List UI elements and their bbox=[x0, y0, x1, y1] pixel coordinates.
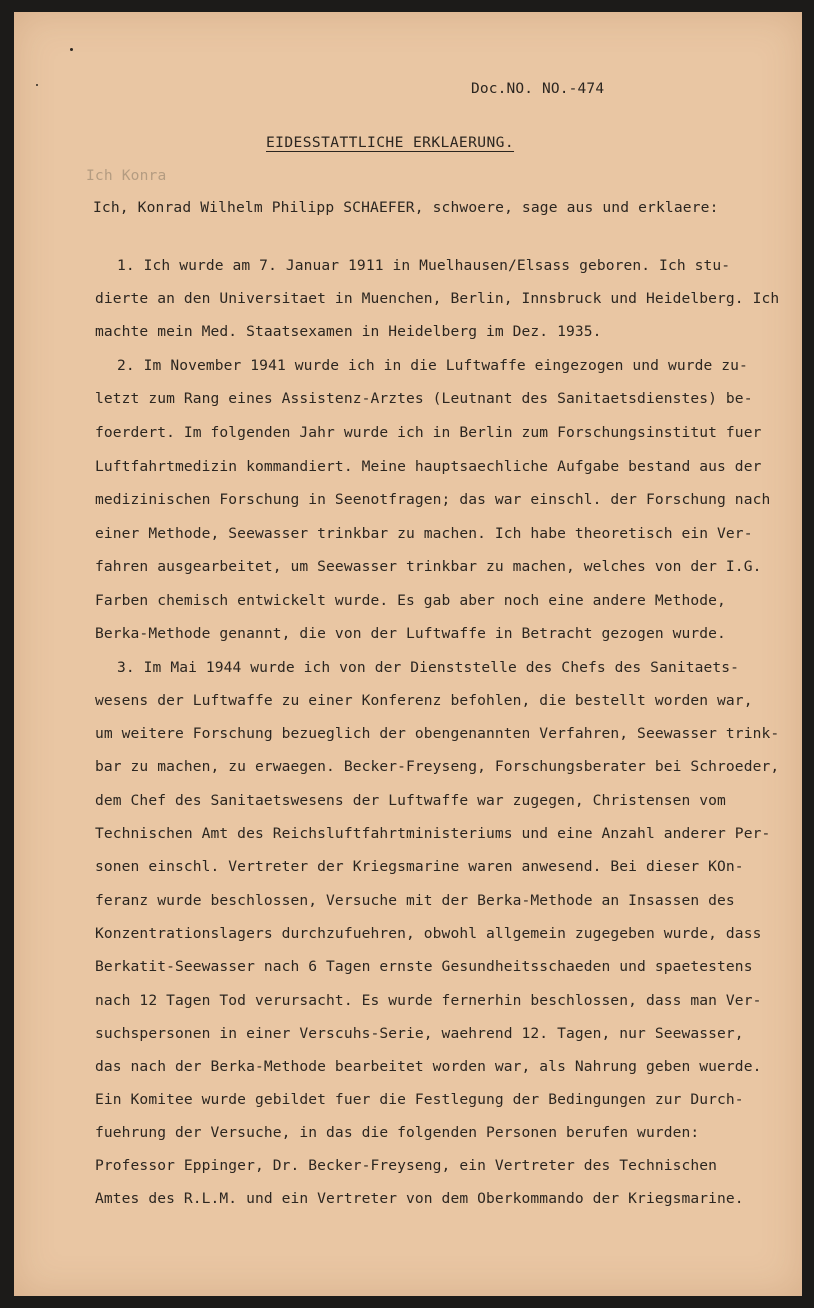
paragraph-3-line: Amtes des R.L.M. und ein Vertreter von dem Oberkommando der Kriegsmarine. bbox=[95, 1190, 744, 1207]
paragraph-3-line: Berkatit-Seewasser nach 6 Tagen ernste Gesundheitsschaeden und spaetestens bbox=[95, 958, 753, 975]
paragraph-2-line: Luftfahrtmedizin kommandiert. Meine hauptsaechliche Aufgabe bestand aus der bbox=[95, 458, 762, 475]
paragraph-3-line: um weitere Forschung bezueglich der obengenannten Verfahren, Seewasser trink- bbox=[95, 725, 780, 742]
affidavit-body bbox=[14, 12, 802, 1296]
paragraph-3-line: sonen einschl. Vertreter der Kriegsmarine waren anwesend. Bei dieser KOn- bbox=[95, 858, 744, 875]
paragraph-3-line: fuehrung der Versuche, in das die folgenden Personen berufen wurden: bbox=[95, 1124, 700, 1141]
paragraph-2-line: fahren ausgearbeitet, um Seewasser trinkbar zu machen, welches von der I.G. bbox=[95, 558, 762, 575]
paragraph-1-line: dierte an den Universitaet in Muenchen, Berlin, Innsbruck und Heidelberg. Ich bbox=[95, 290, 780, 307]
paragraph-2-line: medizinischen Forschung in Seenotfragen; das war einschl. der Forschung nach bbox=[95, 491, 771, 508]
paragraph-2-line: Berka-Methode genannt, die von der Luftwaffe in Betracht gezogen wurde. bbox=[95, 625, 726, 642]
paragraph-2-line: Farben chemisch entwickelt wurde. Es gab aber noch eine andere Methode, bbox=[95, 592, 726, 609]
paragraph-1-line: 1. Ich wurde am 7. Januar 1911 in Muelhausen/Elsass geboren. Ich stu- bbox=[117, 257, 731, 274]
paragraph-2-line: einer Methode, Seewasser trinkbar zu machen. Ich habe theoretisch ein Ver- bbox=[95, 525, 753, 542]
paragraph-2-line: letzt zum Rang eines Assistenz-Arztes (Leutnant des Sanitaetsdienstes) be- bbox=[95, 390, 753, 407]
paragraph-3-line: Professor Eppinger, Dr. Becker-Freyseng, ein Vertreter des Technischen bbox=[95, 1157, 718, 1174]
paragraph-1-line: machte mein Med. Staatsexamen in Heidelberg im Dez. 1935. bbox=[95, 323, 602, 340]
document-title: EIDESSTATTLICHE ERKLAERUNG. bbox=[266, 134, 515, 151]
intro-line: Ich, Konrad Wilhelm Philipp SCHAEFER, schwoere, sage aus und erklaere: bbox=[93, 199, 719, 216]
paragraph-3-line: feranz wurde beschlossen, Versuche mit der Berka-Methode an Insassen des bbox=[95, 892, 735, 909]
paragraph-3-line: nach 12 Tagen Tod verursacht. Es wurde fernerhin beschlossen, dass man Ver- bbox=[95, 992, 762, 1009]
paragraph-3-line: 3. Im Mai 1944 wurde ich von der Dienststelle des Chefs des Sanitaets- bbox=[117, 659, 740, 676]
document-page bbox=[14, 12, 802, 1296]
paragraph-3-line: wesens der Luftwaffe zu einer Konferenz befohlen, die bestellt worden war, bbox=[95, 692, 753, 709]
paragraph-3-line: bar zu machen, zu erwaegen. Becker-Freyseng, Forschungsberater bei Schroeder, bbox=[95, 758, 780, 775]
paragraph-3-line: Technischen Amt des Reichsluftfahrtministeriums und eine Anzahl anderer Per- bbox=[95, 825, 771, 842]
paragraph-2-line: 2. Im November 1941 wurde ich in die Luftwaffe eingezogen und wurde zu- bbox=[117, 357, 748, 374]
paragraph-3-line: dem Chef des Sanitaetswesens der Luftwaffe war zugegen, Christensen vom bbox=[95, 792, 726, 809]
document-number: Doc.NO. NO.-474 bbox=[471, 81, 605, 97]
paragraph-3-line: Konzentrationslagers durchzufuehren, obwohl allgemein zugegeben wurde, dass bbox=[95, 925, 762, 942]
paragraph-2-line: foerdert. Im folgenden Jahr wurde ich in Berlin zum Forschungsinstitut fuer bbox=[95, 424, 762, 441]
paragraph-3-line: das nach der Berka-Methode bearbeitet worden war, als Nahrung geben wuerde. bbox=[95, 1058, 762, 1075]
paragraph-3-line: suchspersonen in einer Verscuhs-Serie, waehrend 12. Tagen, nur Seewasser, bbox=[95, 1025, 744, 1042]
paragraph-3-line: Ein Komitee wurde gebildet fuer die Festlegung der Bedingungen zur Durch- bbox=[95, 1091, 744, 1108]
struck-out-text: Ich Konra bbox=[86, 167, 167, 184]
